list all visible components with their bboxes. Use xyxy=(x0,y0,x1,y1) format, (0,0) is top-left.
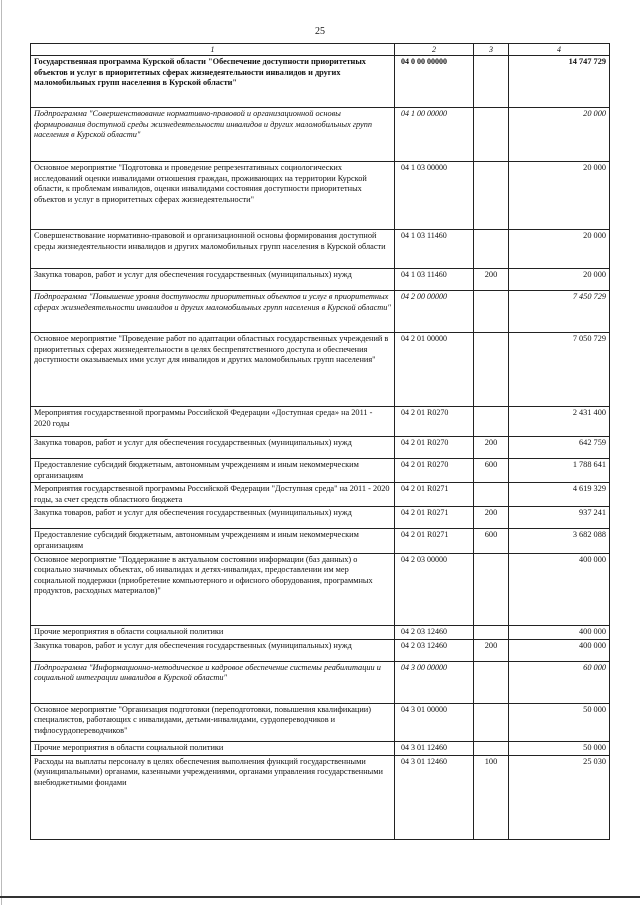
table-row xyxy=(31,459,610,483)
row-amount-cell: 937 241 xyxy=(509,507,610,529)
table-row xyxy=(31,56,610,108)
row-expense-type-cell: 100 xyxy=(474,755,509,839)
table-row xyxy=(31,625,610,639)
row-expense-type-cell xyxy=(474,625,509,639)
table-row xyxy=(31,529,610,553)
row-code-cell: 04 2 01 R0271 xyxy=(395,507,474,529)
row-expense-type-cell xyxy=(474,108,509,162)
table-row xyxy=(31,108,610,162)
row-name-cell: Основное мероприятие "Проведение работ по адаптации областных государственных учреждений в приоритетных сферах жизнедеятельности в целях беспрепятственного доступа и обеспечения доступности оказываемых ими услуг для инвалидов и других маломобильных групп населения" xyxy=(31,333,395,407)
row-expense-type-cell xyxy=(474,483,509,507)
table-row xyxy=(31,162,610,230)
row-amount-cell: 20 000 xyxy=(509,162,610,230)
row-code-cell: 04 2 03 12460 xyxy=(395,639,474,661)
row-name-cell: Закупка товаров, работ и услуг для обеспечения государственных (муниципальных) нужд xyxy=(31,507,395,529)
row-expense-type-cell: 600 xyxy=(474,459,509,483)
row-name-cell: Расходы на выплаты персоналу в целях обеспечения выполнения функций государственными (муниципальными) органами, казенными учреждениями, органами управления государственными внебюджетными фондами xyxy=(31,755,395,839)
table-row xyxy=(31,703,610,741)
row-expense-type-cell xyxy=(474,291,509,333)
row-amount-cell: 3 682 088 xyxy=(509,529,610,553)
row-code-cell: 04 3 00 00000 xyxy=(395,661,474,703)
row-name-cell: Государственная программа Курской области "Обеспечение доступности приоритетных объектов и услуг в приоритетных сферах жизнедеятельности инвалидов и других маломобильных групп населения в Курской области" xyxy=(31,56,395,108)
table-row xyxy=(31,553,610,625)
row-amount-cell: 642 759 xyxy=(509,437,610,459)
table-row xyxy=(31,483,610,507)
row-code-cell: 04 0 00 00000 xyxy=(395,56,474,108)
table-row xyxy=(31,437,610,459)
row-amount-cell: 2 431 400 xyxy=(509,407,610,437)
row-amount-cell: 1 788 641 xyxy=(509,459,610,483)
row-expense-type-cell: 600 xyxy=(474,529,509,553)
row-code-cell: 04 1 03 00000 xyxy=(395,162,474,230)
column-header-3: 3 xyxy=(474,44,509,56)
row-name-cell: Мероприятия государственной программы Российской Федерации «Доступная среда» на 2011 - 2020 годы xyxy=(31,407,395,437)
row-code-cell: 04 1 03 11460 xyxy=(395,230,474,269)
table-body xyxy=(31,56,610,840)
row-expense-type-cell: 200 xyxy=(474,639,509,661)
table-row xyxy=(31,230,610,269)
row-name-cell: Прочие мероприятия в области социальной политики xyxy=(31,625,395,639)
table-row xyxy=(31,291,610,333)
row-name-cell: Основное мероприятие "Поддержание в актуальном состоянии информации (баз данных) о социально значимых объектах, об инвалидах и детях-инвалидах, предоставлении им мер социальной поддержки (приобретение компьютерного и офисного оборудования, программных продуктов, расходных материалов)" xyxy=(31,553,395,625)
row-amount-cell: 20 000 xyxy=(509,230,610,269)
row-name-cell: Закупка товаров, работ и услуг для обеспечения государственных (муниципальных) нужд xyxy=(31,639,395,661)
row-name-cell: Прочие мероприятия в области социальной политики xyxy=(31,741,395,755)
row-expense-type-cell: 200 xyxy=(474,269,509,291)
row-name-cell: Подпрограмма "Информационно-методическое и кадровое обеспечение системы реабилитации и социальной интеграции инвалидов в Курской области" xyxy=(31,661,395,703)
row-code-cell: 04 2 03 12460 xyxy=(395,625,474,639)
row-amount-cell: 7 050 729 xyxy=(509,333,610,407)
row-amount-cell: 400 000 xyxy=(509,639,610,661)
row-amount-cell: 25 030 xyxy=(509,755,610,839)
table-row xyxy=(31,639,610,661)
column-header-1: 1 xyxy=(31,44,395,56)
row-expense-type-cell: 200 xyxy=(474,507,509,529)
row-name-cell: Закупка товаров, работ и услуг для обеспечения государственных (муниципальных) нужд xyxy=(31,437,395,459)
column-header-4: 4 xyxy=(509,44,610,56)
row-name-cell: Подпрограмма "Повышение уровня доступности приоритетных объектов и услуг в приоритетных сферах жизнедеятельности инвалидов и других маломобильных групп населения в Курской области" xyxy=(31,291,395,333)
row-code-cell: 04 3 01 00000 xyxy=(395,703,474,741)
row-expense-type-cell xyxy=(474,162,509,230)
table-row xyxy=(31,269,610,291)
row-amount-cell: 50 000 xyxy=(509,741,610,755)
row-expense-type-cell xyxy=(474,703,509,741)
page-number: 25 xyxy=(315,26,325,37)
row-expense-type-cell xyxy=(474,661,509,703)
table-row xyxy=(31,661,610,703)
row-expense-type-cell: 200 xyxy=(474,437,509,459)
row-name-cell: Основное мероприятие "Подготовка и проведение репрезентативных социологических исследований оценки инвалидами отношения граждан, проживающих на территории Курской области, к проблемам инвалидов, оценки инвалидами состояния доступности приоритетных объектов и услуг в приоритетных сферах жизнедеятельности" xyxy=(31,162,395,230)
row-code-cell: 04 2 01 R0271 xyxy=(395,529,474,553)
row-amount-cell: 4 619 329 xyxy=(509,483,610,507)
table-row xyxy=(31,333,610,407)
row-code-cell: 04 2 01 R0270 xyxy=(395,459,474,483)
budget-table xyxy=(30,43,610,840)
row-code-cell: 04 2 01 R0270 xyxy=(395,407,474,437)
row-expense-type-cell xyxy=(474,333,509,407)
page-bottom-border xyxy=(0,896,640,898)
row-amount-cell: 60 000 xyxy=(509,661,610,703)
row-expense-type-cell xyxy=(474,407,509,437)
table-row xyxy=(31,755,610,839)
row-expense-type-cell xyxy=(474,741,509,755)
table-row xyxy=(31,507,610,529)
row-name-cell: Предоставление субсидий бюджетным, автономным учреждениям и иным некоммерческим организациям xyxy=(31,459,395,483)
row-code-cell: 04 3 01 12460 xyxy=(395,741,474,755)
row-expense-type-cell xyxy=(474,553,509,625)
row-code-cell: 04 2 03 00000 xyxy=(395,553,474,625)
row-amount-cell: 20 000 xyxy=(509,269,610,291)
page-edge xyxy=(1,0,2,905)
table-row xyxy=(31,741,610,755)
row-amount-cell: 400 000 xyxy=(509,553,610,625)
row-code-cell: 04 2 01 R0270 xyxy=(395,437,474,459)
row-name-cell: Закупка товаров, работ и услуг для обеспечения государственных (муниципальных) нужд xyxy=(31,269,395,291)
row-code-cell: 04 1 03 11460 xyxy=(395,269,474,291)
row-amount-cell: 7 450 729 xyxy=(509,291,610,333)
row-amount-cell: 50 000 xyxy=(509,703,610,741)
row-expense-type-cell xyxy=(474,56,509,108)
table-header-row xyxy=(31,44,610,56)
row-code-cell: 04 1 00 00000 xyxy=(395,108,474,162)
row-code-cell: 04 2 00 00000 xyxy=(395,291,474,333)
table-row xyxy=(31,407,610,437)
row-amount-cell: 14 747 729 xyxy=(509,56,610,108)
column-header-2: 2 xyxy=(395,44,474,56)
row-code-cell: 04 2 01 00000 xyxy=(395,333,474,407)
row-name-cell: Предоставление субсидий бюджетным, автономным учреждениям и иным некоммерческим организациям xyxy=(31,529,395,553)
row-name-cell: Основное мероприятие "Организация подготовки (переподготовки, повышения квалификации) специалистов, работающих с инвалидами, детьми-инвалидами, сурдопереводчиков и тифлосурдопереводчиков" xyxy=(31,703,395,741)
row-amount-cell: 20 000 xyxy=(509,108,610,162)
row-name-cell: Подпрограмма "Совершенствование нормативно-правовой и организационной основы формирования доступной среды жизнедеятельности инвалидов и других маломобильных групп населения в Курской области" xyxy=(31,108,395,162)
row-amount-cell: 400 000 xyxy=(509,625,610,639)
row-code-cell: 04 2 01 R0271 xyxy=(395,483,474,507)
row-name-cell: Совершенствование нормативно-правовой и организационной основы формирования доступной среды жизнедеятельности инвалидов и других маломобильных групп населения в Курской области xyxy=(31,230,395,269)
row-name-cell: Мероприятия государственной программы Российской Федерации "Доступная среда" на 2011 - 2020 годы, за счет средств областного бюджета xyxy=(31,483,395,507)
row-expense-type-cell xyxy=(474,230,509,269)
row-code-cell: 04 3 01 12460 xyxy=(395,755,474,839)
